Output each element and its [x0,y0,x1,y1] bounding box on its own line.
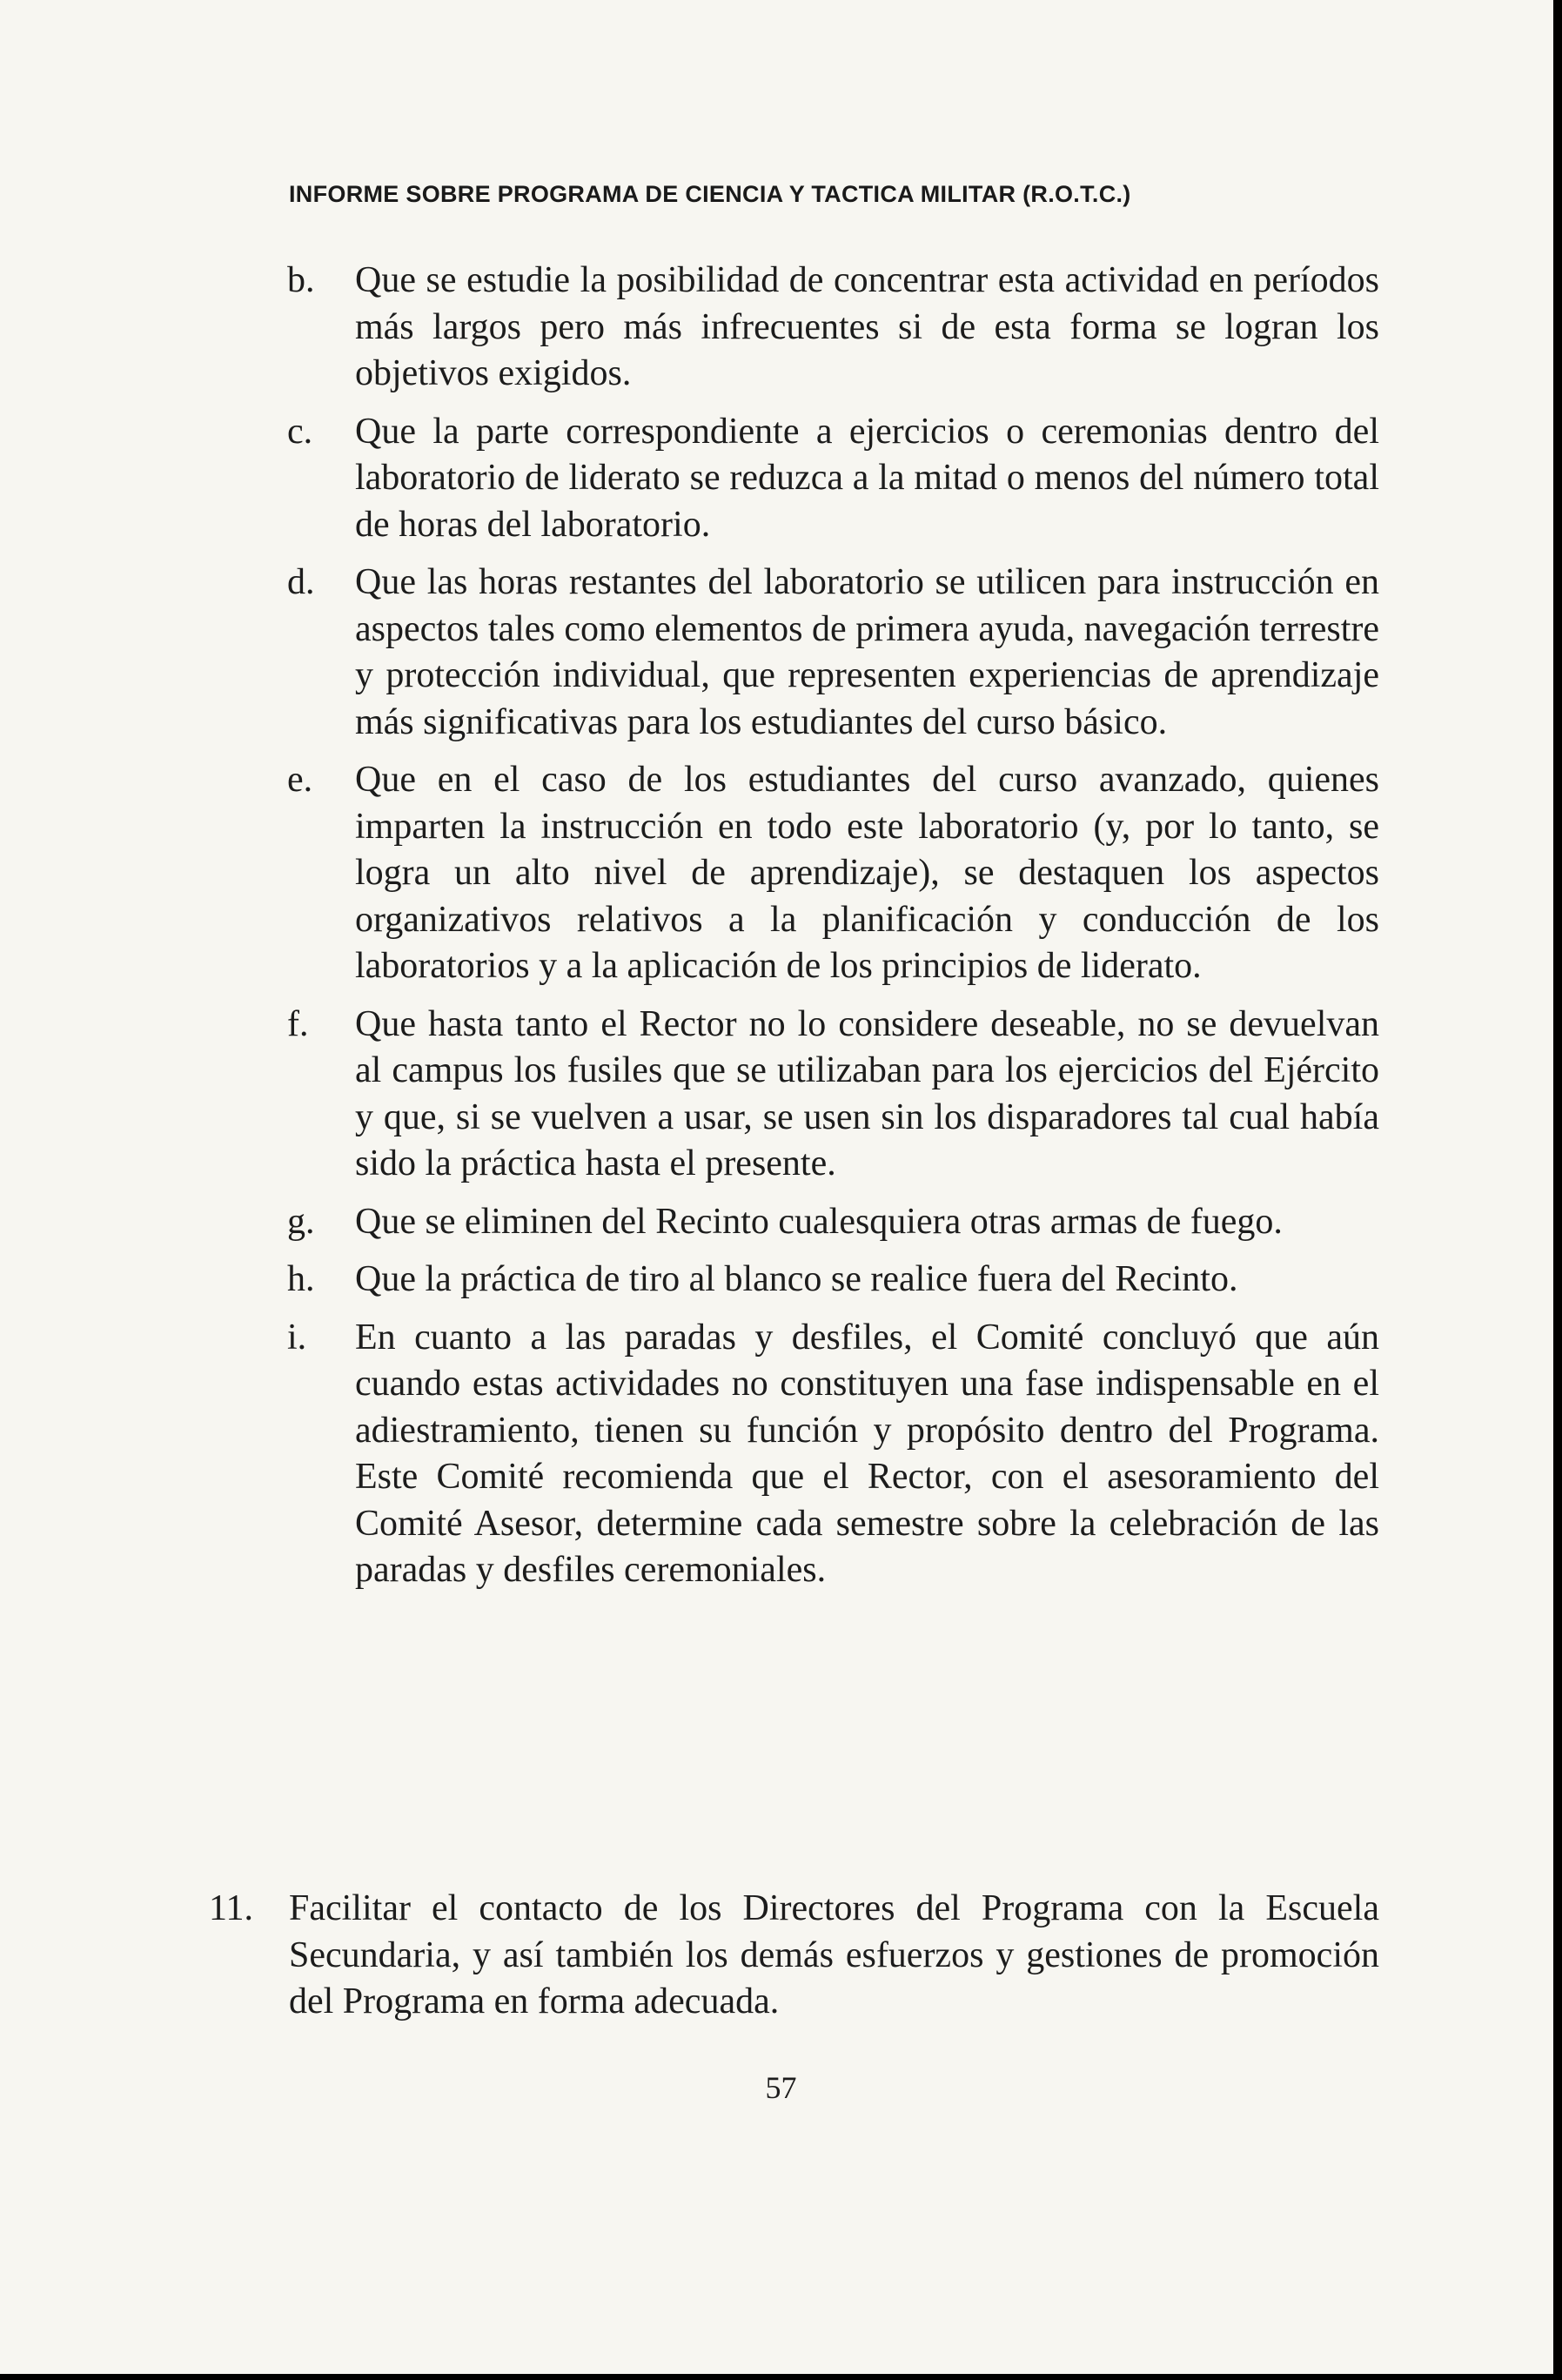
list-item-e [287,757,1379,990]
item-marker: d. [287,562,315,602]
recommendation-list [287,258,1379,1606]
item-text: Que hasta tanto el Rector no lo considere deseable, no se devuelvan al campus los fusiles que se utilizaban para los ejercicios del Ejército y que, si se vuelven a usar, se usen sin los disparadores tal cual había sido la práctica hasta el presente. [355,1003,1379,1183]
item-text: Que la parte correspondiente a ejercicios o ceremonias dentro del laboratorio de liderato se reduzca a la mitad o menos del número total de horas del laboratorio. [355,411,1379,545]
item-text: Que en el caso de los estudiantes del curso avanzado, quienes imparten la instrucción en todo este laboratorio (y, por lo tanto, se logra un alto nivel de aprendizaje), se destaquen los aspectos organizativos relativos a la planificación y conducción de los laboratorios y a la aplicación de los principios de liderato. [355,760,1379,986]
item-text: Que la práctica de tiro al blanco se realice fuera del Recinto. [355,1259,1238,1299]
item-marker: g. [287,1201,315,1242]
item-marker: h. [287,1259,315,1299]
item-marker: i. [287,1317,307,1358]
list-item-d [287,560,1379,746]
list-item-f [287,1002,1379,1188]
item-marker: e. [287,760,313,800]
numbered-item-11 [209,1886,1379,2026]
list-item-i [287,1315,1379,1594]
item-marker: f. [287,1003,309,1044]
item-marker: c. [287,411,313,452]
running-head: INFORME SOBRE PROGRAMA DE CIENCIA Y TACTICA MILITAR (R.O.T.C.) [289,181,1131,207]
item-marker: b. [287,260,315,300]
list-item-b [287,258,1379,398]
item-text: Que se eliminen del Recinto cualesquiera otras armas de fuego. [355,1201,1283,1242]
list-item-g [287,1199,1379,1246]
list-item-c [287,409,1379,549]
page-number: 57 [765,2070,797,2105]
item-text: Que las horas restantes del laboratorio se utilicen para instrucción en aspectos tales como elementos de primera ayuda, navegación terrestre y protección individual, que representen experiencias de aprendizaje más significativas para los estudiantes del curso básico. [355,562,1379,742]
item-text: Facilitar el contacto de los Directores del Programa con la Escuela Secundaria, y así también los demás esfuerzos y gestiones de promoción del Programa en forma adecuada. [289,1888,1379,2021]
item-number: 11. [209,1888,253,1928]
item-text: Que se estudie la posibilidad de concentrar esta actividad en períodos más largos pero más infrecuentes si de esta forma se logran los objetivos exigidos. [355,260,1379,393]
list-item-h [287,1257,1379,1304]
item-text: En cuanto a las paradas y desfiles, el Comité concluyó que aún cuando estas actividades no constituyen una fase indispensable en el adiestramiento, tienen su función y propósito dentro del Programa. Este Comité recomienda que el Rector, con el asesoramiento del Comité Asesor, determine cada semestre sobre la celebración de las paradas y desfiles ceremoniales. [355,1317,1379,1590]
